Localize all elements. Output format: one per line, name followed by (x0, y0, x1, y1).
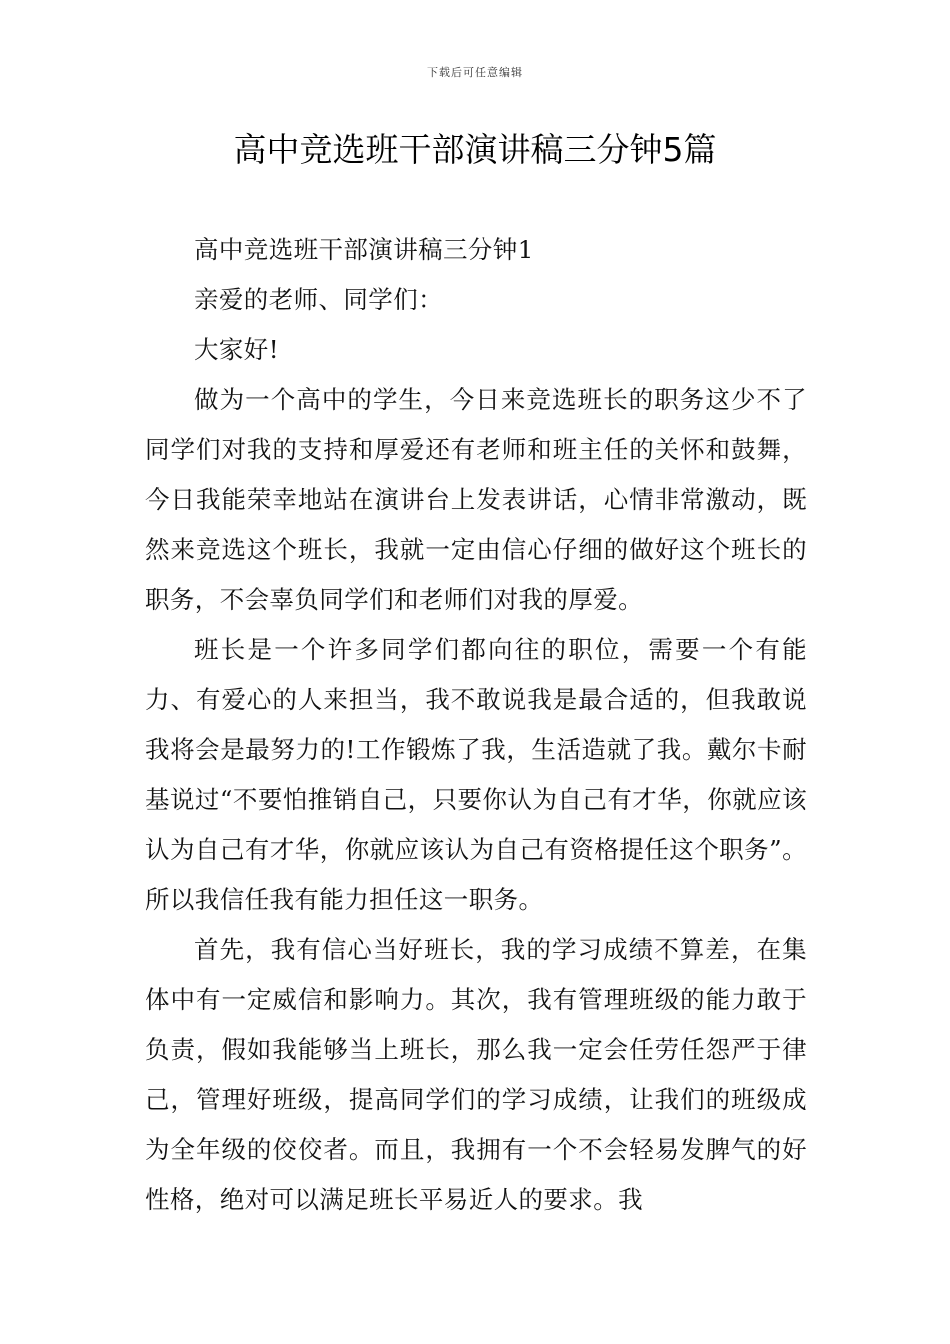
header-note: 下载后可任意编辑 (427, 66, 523, 79)
subtitle-paragraph: 高中竞选班干部演讲稿三分钟1 (194, 235, 534, 264)
greeting-paragraph: 亲爱的老师、同学们： (194, 285, 443, 314)
salutation-paragraph: 大家好! (194, 335, 279, 364)
body-paragraph: 做为一个高中的学生，今日来竞选班长的职务这少不了同学们对我的支持和厚爱还有老师和班主任的关怀和鼓舞，今日我能荣幸地站在演讲台上发表讲话，心情非常激动，既然来竞选这个班长，我就一定由信心仔细的做好这个班长的职务，不会辜负同学们和老师们对我的厚爱。 (145, 385, 807, 614)
body-paragraph: 首先，我有信心当好班长，我的学习成绩不算差，在集体中有一定威信和影响力。其次，我有管理班级的能力敢于负责，假如我能够当上班长，那么我一定会任劳任怨严于律己，管理好班级，提高同学们的学习成绩，让我们的班级成为全年级的佼佼者。而且，我拥有一个不会轻易发脾气的好性格，绝对可以满足班长平易近人的要求。我 (145, 935, 807, 1214)
body-paragraph: 班长是一个许多同学们都向往的职位，需要一个有能力、有爱心的人来担当，我不敢说我是最合适的，但我敢说我将会是最努力的!工作锻炼了我，生活造就了我。戴尔卡耐基说过“不要怕推销自己，只要你认为自己有才华，你就应该认为自己有才华，你就应该认为自己有资格提任这个职务”。所以我信任我有能力担任这一职务。 (145, 635, 807, 914)
document-body (145, 225, 807, 1225)
document-title: 高中竞选班干部演讲稿三分钟5篇 (233, 130, 717, 169)
